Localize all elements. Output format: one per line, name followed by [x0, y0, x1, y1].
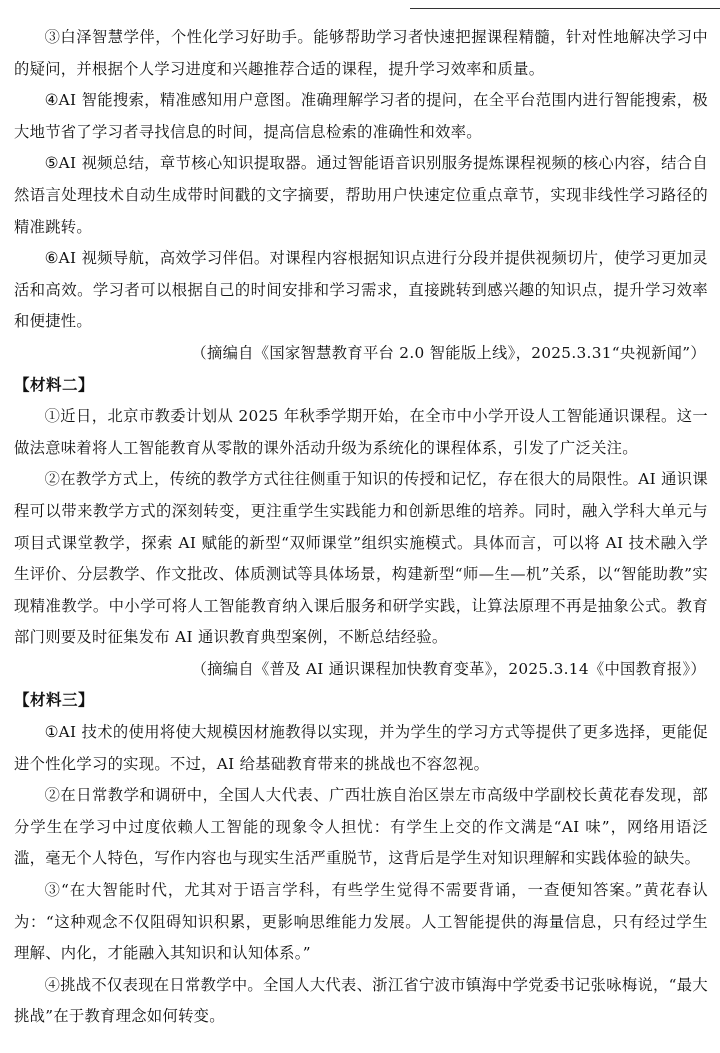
paragraph-m1-5: ⑤AI 视频总结，章节核心知识提取器。通过智能语音识别服务提炼课程视频的核心内容，结合自然语言处理技术自动生成带时间戳的文字摘要，帮助用户快速定位重点章节，实现非线性学习路径的精准跳转。 — [14, 154, 708, 236]
paragraph-m3-2: ②在日常教学和调研中，全国人大代表、广西壮族自治区崇左市高级中学副校长黄花春发现，部分学生在学习中过度依赖人工智能的现象令人担忧：有学生上交的作文满是“AI 味”，网络用语泛滥，毫无个人特色，写作内容也与现实生活严重脱节，这背后是学生对知识理解和实践体验的缺失。 — [14, 786, 708, 868]
paragraph-m3-4: ④挑战不仅表现在日常教学中。全国人大代表、浙江省宁波市镇海中学党委书记张咏梅说，“最大挑战”在于教育理念如何转变。 — [14, 975, 708, 1026]
paragraph-m1-4: ④AI 智能搜索，精准感知用户意图。准确理解学习者的提问，在全平台范围内进行智能搜索，极大地节省了学习者寻找信息的时间，提高信息检索的准确性和效率。 — [14, 91, 708, 141]
paragraph-m2-1: ①近日，北京市教委计划从 2025 年秋季学期开始，在全市中小学开设人工智能通识课程。这一做法意味着将人工智能教育从零散的课外活动升级为系统化的课程体系，引发了广泛关注。 — [14, 407, 708, 457]
section-heading-material3: 【材料三】 — [14, 691, 95, 710]
paragraph-m2-2: ②在教学方式上，传统的教学方式往往侧重于知识的传授和记忆，存在很大的局限性。AI 通识课程可以带来教学方式的深刻转变，更注重学生实践能力和创新思维的培养。同时，融入学科大单元与项目式课堂教学，探索 AI 赋能的新型“双师课堂”组织实施模式。具体而言，可以将 AI 技术融入学生评价、分层教学、作文批改、体质测试等具体场景，构建新型“师—生—机”关系，以“智能助教”实现精准教学。中小学可将人工智能教育纳入课后服务和研学实践，让算法原理不再是抽象公式。教育部门则要及时征集发布 AI 通识教育典型案例，不断总结经验。 — [14, 470, 708, 647]
paragraph-m1-6: ⑥AI 视频导航，高效学习伴侣。对课程内容根据知识点进行分段并提供视频切片，使学习更加灵活和高效。学习者可以根据自己的时间安排和学习需求，直接跳转到感兴趣的知识点，提升学习效率和便捷性。 — [14, 249, 708, 331]
paragraph-m3-3: ③“在大智能时代，尤其对于语言学科，有些学生觉得不需要背诵，一查便知答案。”黄花春认为：“这种观念不仅阻碍知识积累，更影响思维能力发展。人工智能提供的海量信息，只有经过学生理解、内化，才能融入其知识和认知体系。” — [14, 881, 708, 963]
source-citation-m2: （摘编自《普及 AI 通识课程加快教育变革》，2025.3.14《中国教育报》） — [191, 659, 706, 678]
paragraph-m1-3: ③白泽智慧学伴，个性化学习好助手。能够帮助学习者快速把握课程精髓，针对性地解决学习中的疑问，并根据个人学习进度和兴趣推荐合适的课程，提升学习效率和质量。 — [14, 28, 708, 78]
paragraph-m3-1: ①AI 技术的使用将使大规模因材施教得以实现，并为学生的学习方式等提供了更多选择，更能促进个性化学习的实现。不过，AI 给基础教育带来的挑战也不容忽视。 — [14, 723, 708, 773]
document-body — [14, 22, 708, 1033]
section-heading-material2: 【材料二】 — [14, 375, 95, 394]
source-citation-m1: （摘编自《国家智慧教育平台 2.0 智能版上线》，2025.3.31“央视新闻”） — [191, 343, 706, 362]
header-rule — [410, 8, 720, 9]
